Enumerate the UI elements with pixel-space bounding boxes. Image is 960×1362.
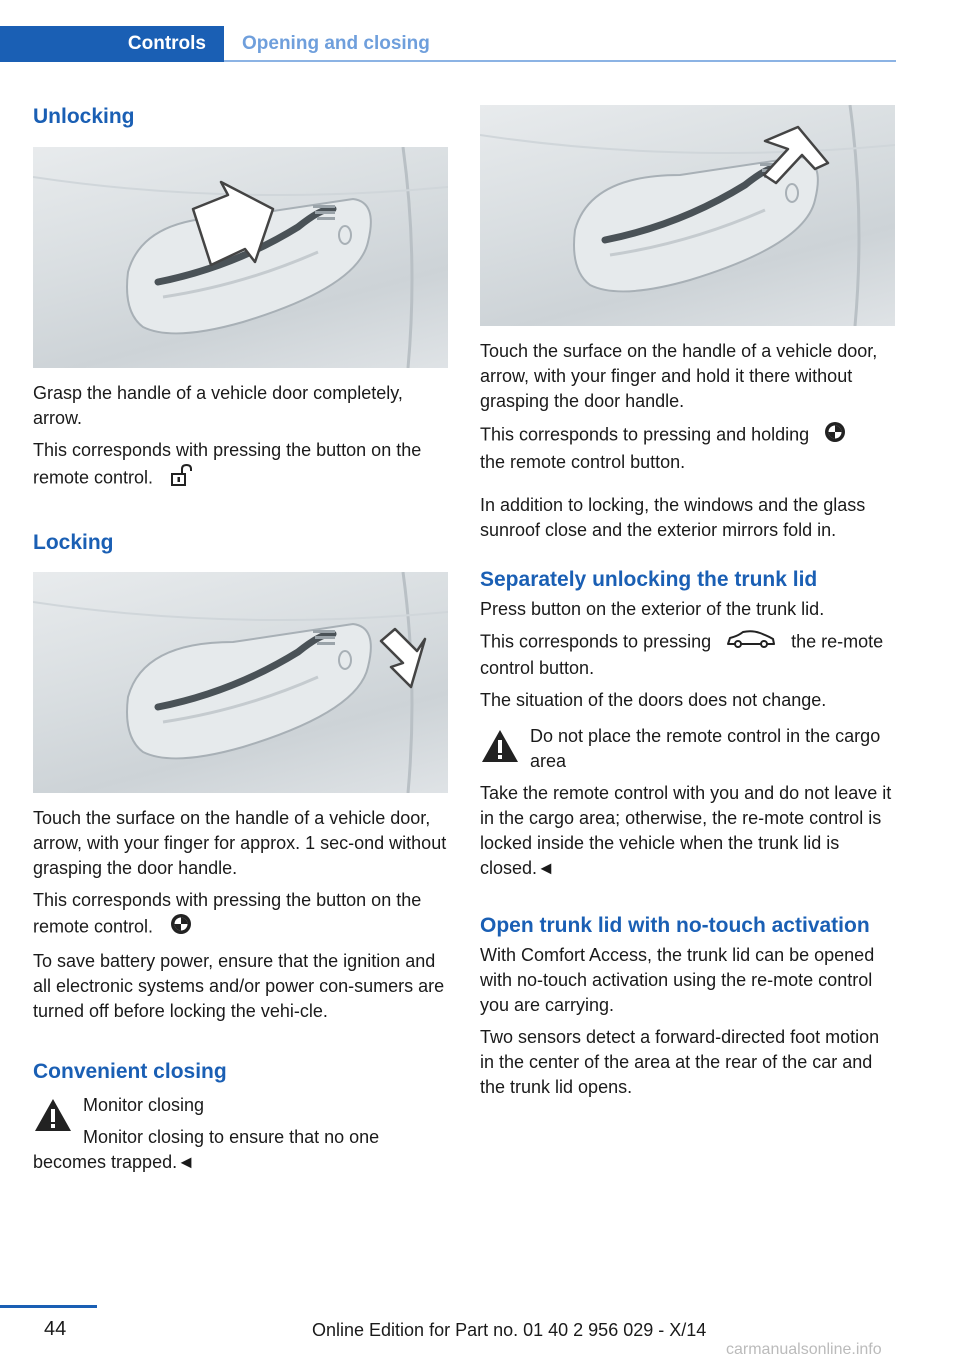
trunk-unlock-heading: Separately unlocking the trunk lid bbox=[480, 568, 818, 591]
locking-paragraph-2-text: This corresponds with pressing the button on the remote control. bbox=[33, 890, 422, 937]
trunk-warning bbox=[480, 724, 896, 774]
door-handle-photo-locking bbox=[33, 572, 448, 793]
header-section-tab: Controls bbox=[0, 26, 224, 62]
footer-edition: Online Edition for Part no. 01 40 2 956 029 - X/14 bbox=[312, 1320, 707, 1340]
hold-paragraph-2-text: This corresponds to pressing and holding bbox=[480, 424, 810, 445]
right-column bbox=[480, 105, 896, 1100]
header-rule bbox=[224, 60, 896, 62]
warning-triangle-icon bbox=[33, 1097, 73, 1133]
unlocking-paragraph-2-text: This corresponds with pressing the button on the remote control. bbox=[33, 440, 422, 488]
trunk-paragraph-1: Press button on the exterior of the trunk lid. bbox=[480, 599, 825, 619]
trunk-paragraph-2-text-a: This corresponds to pressing bbox=[480, 631, 712, 652]
convenient-closing-heading: Convenient closing bbox=[33, 1060, 227, 1083]
car-outline-icon bbox=[726, 629, 776, 656]
convenient-closing-warning-title: Monitor closing bbox=[83, 1095, 205, 1115]
bmw-logo-icon bbox=[170, 913, 192, 942]
unlocking-paragraph-2 bbox=[33, 438, 449, 494]
no-touch-heading: Open trunk lid with no-touch activation bbox=[480, 914, 870, 937]
unlocking-paragraph-1: Grasp the handle of a vehicle door completely, arrow. bbox=[33, 383, 403, 428]
left-column bbox=[33, 100, 449, 1175]
warning-triangle-icon bbox=[480, 728, 520, 764]
bmw-logo-icon bbox=[824, 421, 846, 450]
unlock-icon bbox=[170, 463, 194, 494]
hold-paragraph-1: Touch the surface on the handle of a vehicle door, arrow, with your finger and hold it there without grasping the door handle. bbox=[480, 341, 878, 411]
footer-rule bbox=[0, 1305, 97, 1308]
convenient-closing-warning-text: Monitor closing to ensure that no one becomes trapped.◄ bbox=[33, 1127, 380, 1172]
convenient-closing-warning bbox=[33, 1093, 449, 1118]
hold-paragraph-2 bbox=[480, 421, 896, 475]
door-handle-photo-hold bbox=[480, 105, 895, 326]
hold-paragraph-2-text-b: the remote control button. bbox=[480, 452, 686, 472]
header-subsection-tab: Opening and closing bbox=[242, 33, 430, 54]
locking-paragraph-1: Touch the surface on the handle of a vehicle door, arrow, with your finger for approx. 1 sec‐ond without grasping the door handle. bbox=[33, 808, 447, 878]
hold-paragraph-3: In addition to locking, the windows and the glass sunroof close and the exterior mirrors fold in. bbox=[480, 495, 866, 540]
no-touch-paragraph-2: Two sensors detect a forward-directed foot motion in the center of the area at the rear of the car and the trunk lid opens. bbox=[480, 1027, 880, 1097]
trunk-paragraph-2 bbox=[480, 629, 896, 681]
page-number: 44 bbox=[44, 1318, 67, 1340]
footer-watermark: carmanualsonline.info bbox=[726, 1341, 882, 1358]
trunk-warning-title: Do not place the remote control in the cargo area bbox=[530, 726, 881, 771]
unlocking-heading: Unlocking bbox=[33, 105, 135, 128]
trunk-paragraph-3: The situation of the doors does not change. bbox=[480, 690, 827, 710]
locking-paragraph-3: To save battery power, ensure that the ignition and all electronic systems and/or power con‐sumers are turned off before locking the vehi‐cle. bbox=[33, 951, 445, 1021]
trunk-paragraph-2-text-b: the re‐mote control button. bbox=[480, 631, 884, 678]
page-header bbox=[0, 0, 960, 62]
door-handle-photo-unlocking bbox=[33, 147, 448, 368]
locking-paragraph-2 bbox=[33, 888, 449, 942]
no-touch-paragraph-1: With Comfort Access, the trunk lid can be opened with no-touch activation using the re‐mote control you are carrying. bbox=[480, 945, 875, 1015]
trunk-warning-text: Take the remote control with you and do not leave it in the cargo area; otherwise, the re‐mote control is locked inside the vehicle when the trunk lid is closed.◄ bbox=[480, 783, 892, 878]
locking-heading: Locking bbox=[33, 531, 114, 554]
